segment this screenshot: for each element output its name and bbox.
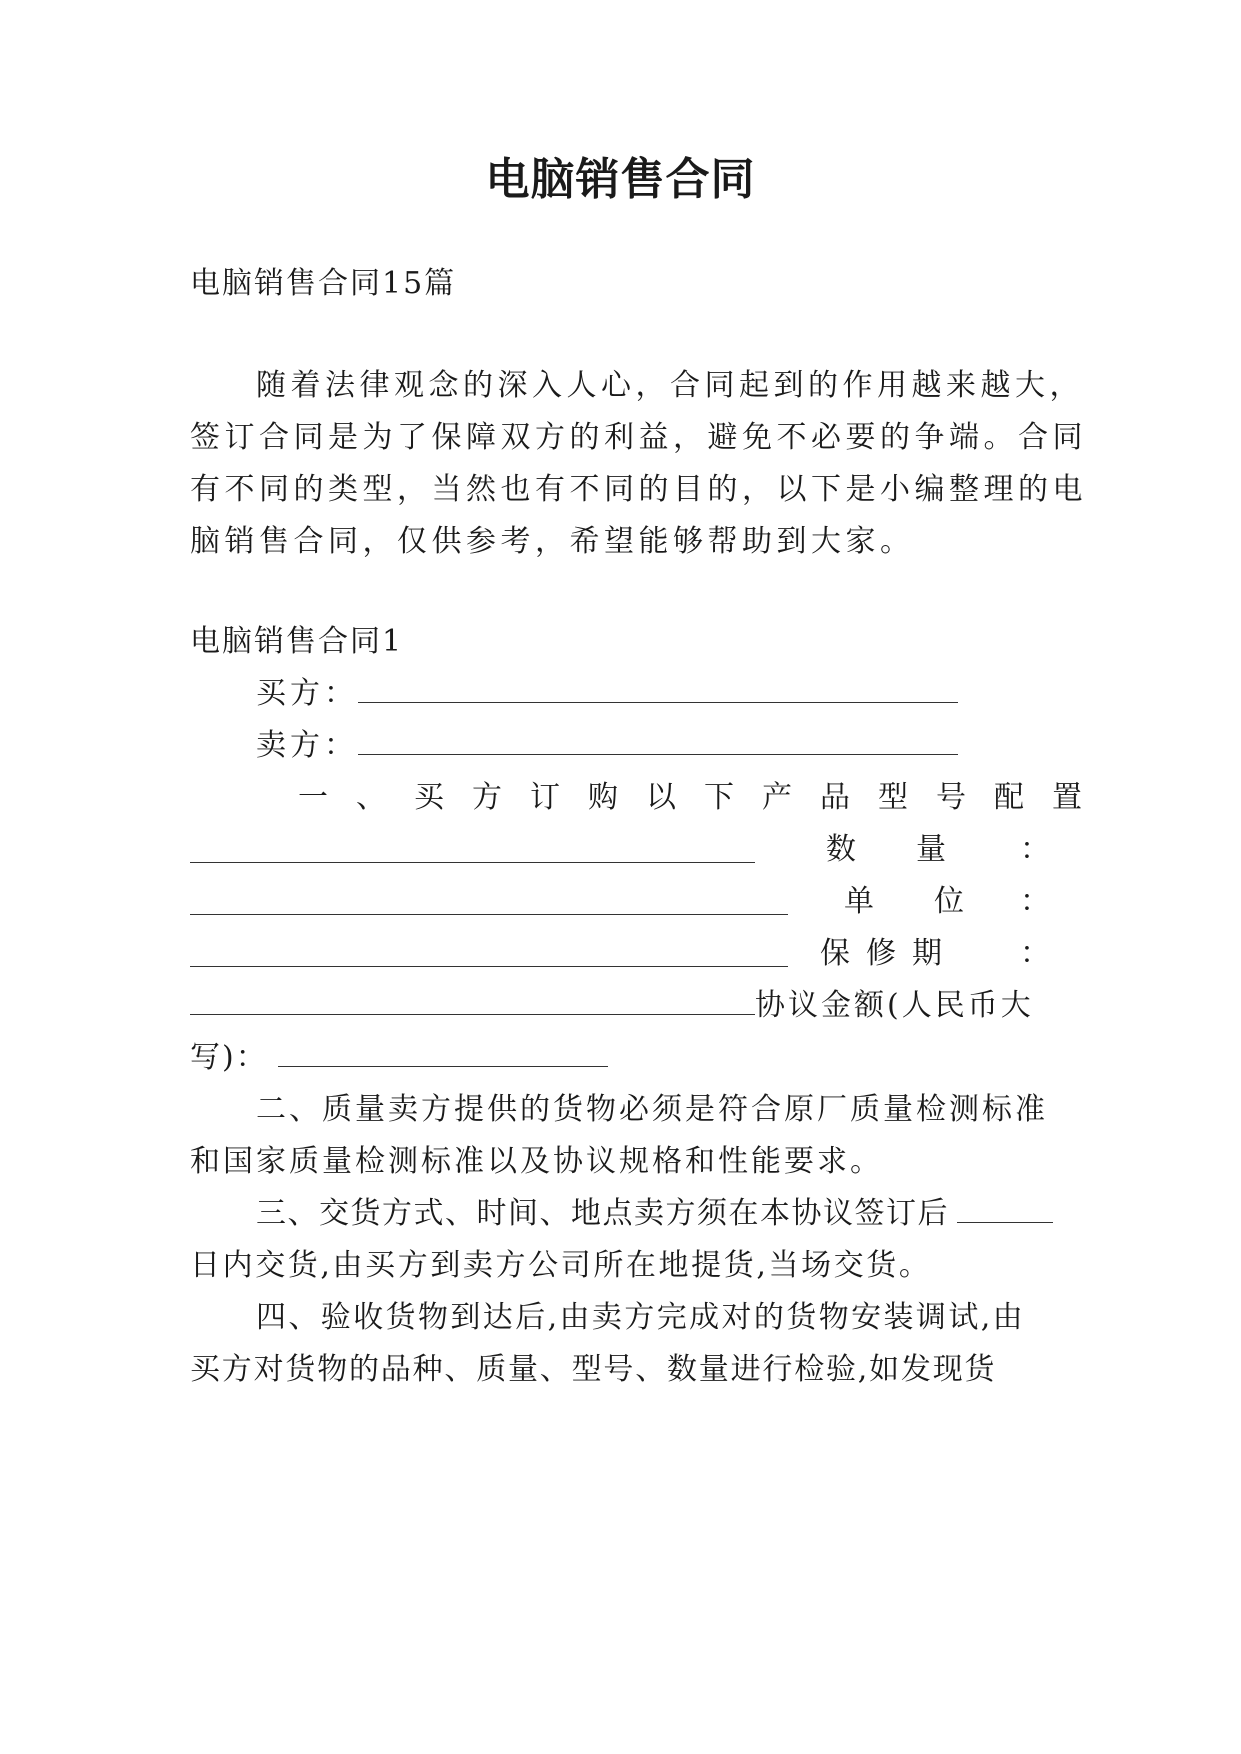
clause-2-line-1: 二、质量卖方提供的货物必须是符合原厂质量检测标准 xyxy=(256,1092,1048,1127)
unit-label: 单位 xyxy=(844,884,1024,919)
buyer-label: 买方： xyxy=(256,676,358,711)
clause-3-line-2: 日内交货,由买方到卖方公司所在地提货,当场交货。 xyxy=(190,1248,932,1283)
intro-line-3: 有不同的类型，当然也有不同的目的，以下是小编整理的电 xyxy=(190,472,1087,507)
amount-blank xyxy=(278,1038,608,1067)
seller-blank xyxy=(358,726,958,755)
quantity-blank xyxy=(190,886,788,915)
unit-colon: ： xyxy=(1020,884,1050,919)
seller-line xyxy=(256,726,958,766)
delivery-days-blank xyxy=(957,1194,1053,1223)
amount-line-cont xyxy=(190,1038,608,1078)
quantity-label: 数量 xyxy=(826,832,1006,867)
buyer-line xyxy=(256,674,958,714)
config-blank xyxy=(190,834,755,863)
seller-label: 卖方： xyxy=(256,728,358,763)
warranty-blank xyxy=(190,986,755,1015)
amount-line xyxy=(190,986,1034,1026)
section-heading: 电脑销售合同1 xyxy=(190,624,404,659)
clause-1-line: 一、买方订购以下产品型号配置 xyxy=(298,780,1110,815)
clause-3-line-1 xyxy=(256,1194,1053,1234)
warranty-colon: ： xyxy=(1020,936,1050,971)
clause-4-line-2: 买方对货物的品种、质量、型号、数量进行检验,如发现货 xyxy=(190,1352,997,1387)
document-subtitle: 电脑销售合同15篇 xyxy=(190,266,457,301)
intro-line-4: 脑销售合同，仅供参考，希望能够帮助到大家。 xyxy=(190,524,915,559)
quantity-colon: ： xyxy=(1020,832,1050,867)
amount-label: 协议金额(人民币大 xyxy=(755,988,1034,1023)
document-title: 电脑销售合同 xyxy=(485,154,756,205)
unit-blank xyxy=(190,938,788,967)
clause-4-line-1: 四、验收货物到达后,由卖方完成对的货物安装调试,由 xyxy=(256,1300,1026,1335)
intro-line-1: 随着法律观念的深入人心，合同起到的作用越来越大， xyxy=(256,368,1084,403)
intro-line-2: 签订合同是为了保障双方的利益，避免不必要的争端。合同 xyxy=(190,420,1087,455)
buyer-blank xyxy=(358,674,958,703)
clause-3-text: 三、交货方式、时间、地点卖方须在本协议签订后 xyxy=(256,1196,949,1231)
warranty-label: 保修期 xyxy=(820,936,958,971)
amount-label-cont: 写)： xyxy=(190,1040,268,1075)
clause-2-line-2: 和国家质量检测标准以及协议规格和性能要求。 xyxy=(190,1144,883,1179)
